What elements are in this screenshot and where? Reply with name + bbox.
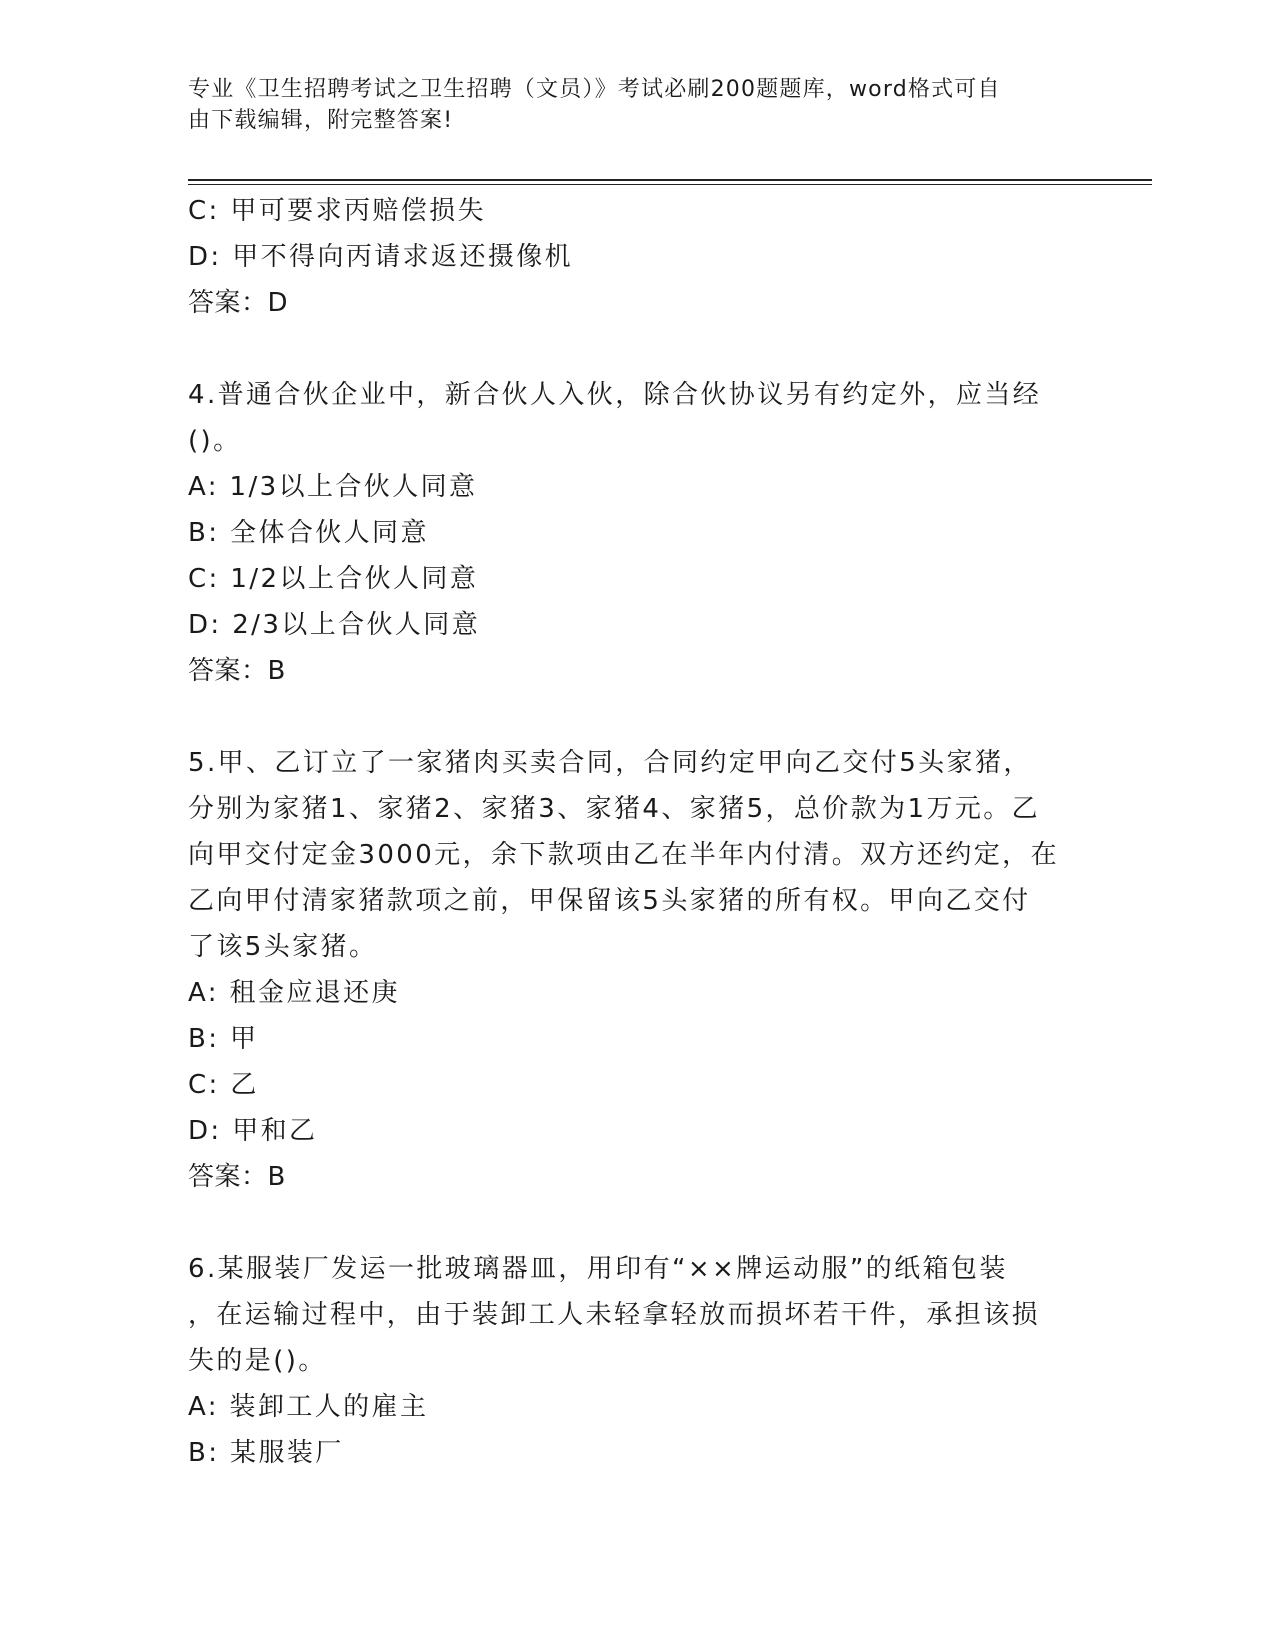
option-d: D: 甲不得向丙请求返还摄像机 bbox=[188, 242, 574, 272]
answer-line: 答案：D bbox=[188, 288, 289, 318]
question-block-5 bbox=[188, 740, 1088, 1200]
question-stem-line: ()。 bbox=[188, 426, 242, 456]
question-stem-line: 分别为家猪1、家猪2、家猪3、家猪4、家猪5，总价款为1万元。乙 bbox=[188, 794, 1041, 824]
answer-line: 答案：B bbox=[188, 1162, 286, 1192]
option-a: A: 租金应退还庚 bbox=[188, 978, 400, 1008]
question-stem-line: 乙向甲付清家猪款项之前，甲保留该5头家猪的所有权。甲向乙交付 bbox=[188, 886, 1031, 916]
spacer bbox=[188, 326, 1088, 372]
question-block-6 bbox=[188, 1246, 1088, 1476]
question-block-4 bbox=[188, 372, 1088, 694]
question-stem-line: ，在运输过程中，由于装卸工人未轻拿轻放而损坏若干件，承担该损 bbox=[188, 1300, 1041, 1330]
option-c: C: 1/2以上合伙人同意 bbox=[188, 564, 479, 594]
question-stem-line: 了该5头家猪。 bbox=[188, 932, 378, 962]
option-b: B: 全体合伙人同意 bbox=[188, 518, 429, 548]
question-stem-line: 4.普通合伙企业中，新合伙人入伙，除合伙协议另有约定外，应当经 bbox=[188, 380, 1042, 410]
header-divider-thin bbox=[188, 184, 1152, 185]
question-stem-line: 5.甲、乙订立了一家猪肉买卖合同，合同约定甲向乙交付5头家猪， bbox=[188, 748, 1032, 778]
question-block-prev bbox=[188, 188, 1088, 326]
document-body bbox=[188, 188, 1088, 1476]
spacer bbox=[188, 1200, 1088, 1246]
option-c: C: 甲可要求丙赔偿损失 bbox=[188, 196, 486, 226]
option-a: A: 装卸工人的雇主 bbox=[188, 1392, 429, 1422]
answer-line: 答案：B bbox=[188, 656, 286, 686]
option-b: B: 甲 bbox=[188, 1024, 259, 1054]
header-divider-thick bbox=[188, 179, 1152, 181]
option-c: C: 乙 bbox=[188, 1070, 259, 1100]
option-d: D: 甲和乙 bbox=[188, 1116, 318, 1146]
question-stem-line: 失的是()。 bbox=[188, 1346, 327, 1376]
option-a: A: 1/3以上合伙人同意 bbox=[188, 472, 478, 502]
header-line: 由下载编辑，附完整答案! bbox=[188, 108, 454, 133]
spacer bbox=[188, 694, 1088, 740]
document-header bbox=[188, 74, 1068, 136]
header-line: 专业《卫生招聘考试之卫生招聘（文员）》考试必刷200题题库，word格式可自 bbox=[188, 77, 1001, 102]
option-d: D: 2/3以上合伙人同意 bbox=[188, 610, 481, 640]
question-stem-line: 向甲交付定金3000元，余下款项由乙在半年内付清。双方还约定，在 bbox=[188, 840, 1059, 870]
question-stem-line: 6.某服装厂发运一批玻璃器皿，用印有“××牌运动服”的纸箱包装 bbox=[188, 1254, 1008, 1284]
option-b: B: 某服装厂 bbox=[188, 1438, 344, 1468]
